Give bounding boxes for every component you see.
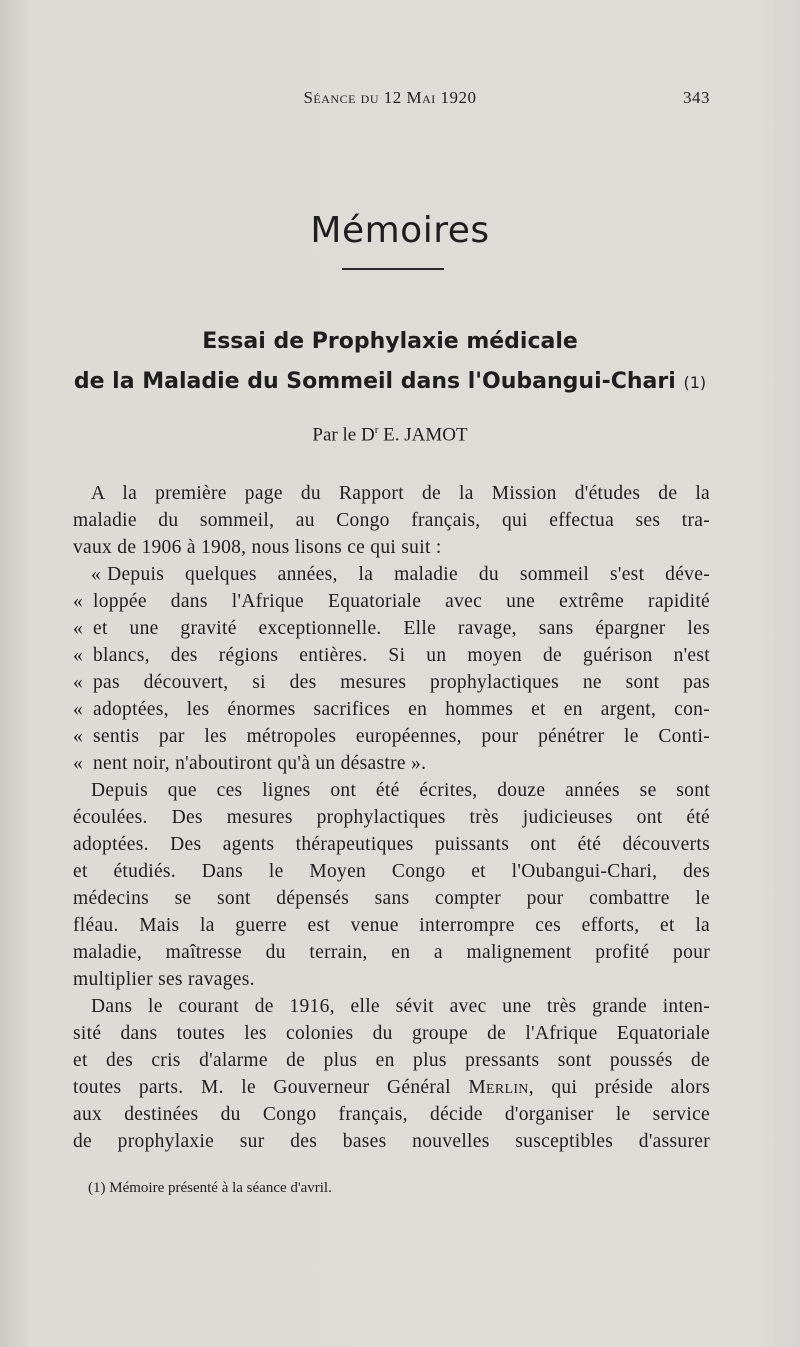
quote-text: et une gravité exceptionnelle. Elle ravage, sans épargner les	[93, 618, 710, 639]
footnote-reference: (1)	[683, 373, 707, 392]
paragraph3-line: de prophylaxie sur des bases nouvelles susceptibles d'assurer	[73, 1131, 710, 1152]
quote-text: nent noir, n'aboutiront qu'à un désastre ».	[93, 753, 427, 774]
article-title-line2	[70, 362, 710, 403]
paragraph2-line: médecins se sont dépensés sans compter pour combattre le	[73, 888, 710, 909]
paragraph2-line: adoptées. Des agents thérapeutiques puissants ont été découverts	[73, 834, 710, 855]
paragraph3-line: aux destinées du Congo français, décide d'organiser le service	[73, 1104, 710, 1125]
quote-text: blancs, des régions entières. Si un moyen de guérison n'est	[93, 645, 710, 666]
quote-line	[73, 561, 710, 588]
paragraph2-line: Depuis que ces lignes ont été écrites, douze années se sont	[91, 780, 710, 801]
governor-name: Merlin	[468, 1077, 529, 1098]
paragraph2-line: fléau. Mais la guerre est venue interrompre ces efforts, et la	[73, 915, 710, 936]
quote-line	[73, 750, 710, 777]
paragraph3-line	[73, 1074, 710, 1101]
quote-line	[73, 615, 710, 642]
quote-text: loppée dans l'Afrique Equatoriale avec une extrême rapidité	[93, 591, 710, 612]
paragraph3-line: sité dans toutes les colonies du groupe de l'Afrique Equatoriale	[73, 1023, 710, 1044]
author-line	[70, 424, 710, 446]
quote-line	[73, 669, 710, 696]
paragraph2-line: multiplier ses ravages.	[73, 969, 255, 990]
quote-mark: «	[73, 726, 84, 747]
article-title	[70, 322, 710, 403]
author-sup: r	[374, 424, 379, 436]
article-title-line1: Essai de Prophylaxie médicale	[202, 329, 578, 354]
quote-mark: «	[73, 672, 84, 693]
running-header	[70, 88, 710, 112]
article-title-line2-text: de la Maladie du Sommeil dans l'Oubangui-Chari	[73, 369, 676, 394]
quote-mark: «	[73, 699, 84, 720]
quote-mark: «	[73, 753, 84, 774]
paragraph3-line: Dans le courant de 1916, elle sévit avec une très grande inten-	[91, 996, 710, 1017]
article-body	[73, 480, 710, 1155]
quote-text: adoptées, les énormes sacrifices en hommes et en argent, con-	[93, 699, 710, 720]
author-prefix: Par le D	[312, 424, 375, 446]
quote-line	[73, 588, 710, 615]
quote-line	[73, 642, 710, 669]
paragraph1-line: A la première page du Rapport de la Mission d'études de la	[91, 483, 710, 504]
paragraph3-line4-after: , qui préside alors	[528, 1077, 710, 1098]
footnote: (1) Mémoire présenté à la séance d'avril.	[88, 1180, 332, 1196]
quote-line	[73, 723, 710, 750]
paragraph2-line: et étudiés. Dans le Moyen Congo et l'Oubangui-Chari, des	[73, 861, 710, 882]
quote-text: sentis par les métropoles européennes, pour pénétrer le Conti-	[93, 726, 710, 747]
quote-line	[73, 696, 710, 723]
quote-mark: «	[73, 645, 84, 666]
quote-mark: «	[91, 564, 102, 585]
paragraph1-line: vaux de 1906 à 1908, nous lisons ce qui suit :	[73, 537, 442, 558]
paragraph3-line4-before: toutes parts. M. le Gouverneur Général	[73, 1077, 469, 1098]
paragraph2-line: maladie, maîtresse du terrain, en a malignement profité pour	[73, 942, 710, 963]
title-rule	[342, 268, 444, 270]
paragraph3-line: et des cris d'alarme de plus en plus pressants sont poussés de	[73, 1050, 710, 1071]
quote-mark: «	[73, 591, 84, 612]
running-title: Séance du 12 Mai 1920	[303, 88, 477, 107]
quote-mark: «	[73, 618, 84, 639]
quote-text: pas découvert, si des mesures prophylactiques ne sont pas	[93, 672, 710, 693]
author-name: E. JAMOT	[383, 424, 468, 446]
page-number: 343	[683, 88, 710, 107]
paragraph1-line: maladie du sommeil, au Congo français, qui effectua ses tra-	[73, 510, 710, 531]
paragraph2-line: écoulées. Des mesures prophylactiques très judicieuses ont été	[73, 807, 710, 828]
section-title: Mémoires	[310, 210, 490, 251]
quote-text: Depuis quelques années, la maladie du sommeil s'est déve-	[107, 564, 710, 585]
